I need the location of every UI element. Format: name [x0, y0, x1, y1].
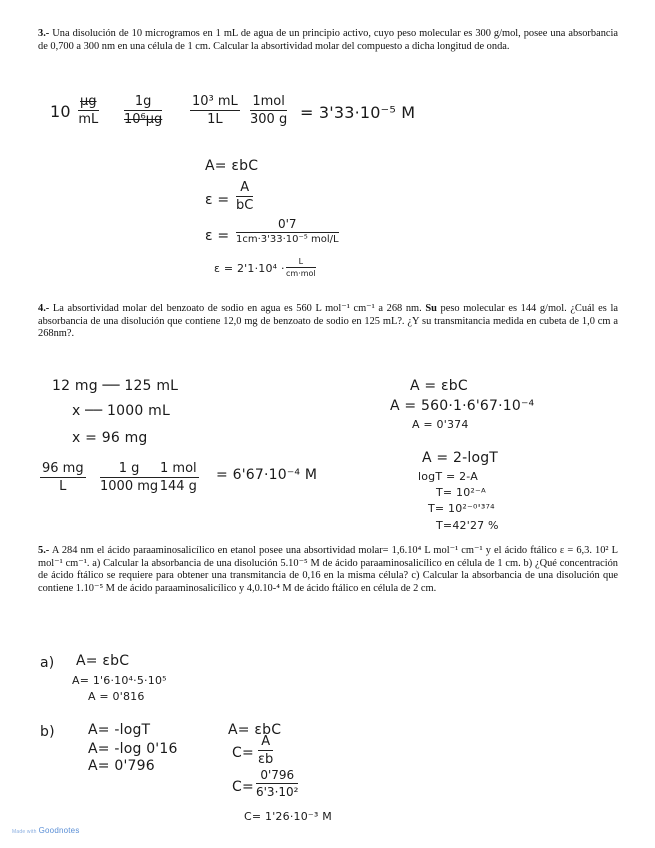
- problem-5-text: A 284 nm el ácido paraaminosalicílico en etanol posee una absortividad molar= 1,6.10⁴ L mol⁻¹ cm⁻¹ y el ácido ftálico ε = 6,3. 10² L mol⁻¹ cm⁻¹. a) Calcular la absorbancia de una disolución 5.10⁻⁵ M de ácido paraaminosalicílico en célula de 1 cm. b) ¿Qué concentración de ácido ftálico se requiere para obtener una transmitancia de 0,16 en la misma célula? c) Calcular la absorbancia de una disolución que contiene 1.10⁻⁵ M de ácido paraaminosalicílico y 4,0.10-⁴ M de ácido ftálico en célula de 2 cm.: [38, 545, 619, 594]
- work4-beer-law: A = εbC: [410, 378, 468, 394]
- work3-eps2-frac: [236, 217, 339, 245]
- work4-t-expr: T= 10²⁻ᴬ: [436, 486, 486, 499]
- work3-frac-2-den: 10⁶µg: [124, 112, 163, 127]
- work5-a-label: a): [40, 655, 55, 671]
- work3-eps2-lhs: ε =: [205, 228, 230, 244]
- work5-c-num: A: [258, 734, 273, 751]
- work3-eps-num: A: [236, 180, 253, 197]
- work5-a-result: A = 0'816: [88, 690, 145, 703]
- work5-c-lhs: C=: [232, 745, 254, 761]
- work4-substitution: A = 560·1·6'67·10⁻⁴: [390, 398, 535, 414]
- work4-frac-3-den: 144 g: [159, 479, 197, 494]
- work3-frac-2-num: 1g: [124, 94, 162, 111]
- work3-frac-2: [124, 94, 162, 127]
- work3-eps-frac: [236, 180, 253, 213]
- work5-c-result: C= 1'26·10⁻³ M: [244, 810, 332, 823]
- work4-t-value-expr: T= 10²⁻⁰'³⁷⁴: [428, 502, 495, 515]
- badge-prefix: Made with: [12, 829, 37, 835]
- work5-b-eq: A= -logT: [88, 722, 151, 738]
- work3-eps2-den: 1cm·3'33·10⁻⁵ mol/L: [236, 234, 339, 245]
- work5-a-substitution: A= 1'6·10⁴·5·10⁵: [72, 674, 167, 687]
- work4-frac-1-num: 96 mg: [42, 461, 84, 476]
- work3-eps3-unit: [286, 257, 316, 278]
- work3-frac-4: [250, 94, 287, 127]
- problem-4-number: 4.-: [38, 303, 50, 314]
- work4-logt: logT = 2-A: [418, 470, 478, 483]
- work4-frac-1: [40, 461, 86, 494]
- problem-4-text-b: peso molecular es 144 g/mol. ¿Cuál es la absorbancia de una disolución que contiene 12,0 mg de benzoato de sodio en 125 mL?. ¿Y su transmitancia medida en cubeta de 1,0 cm a 268nm?.: [38, 303, 618, 340]
- work5-c2-lhs: C=: [232, 779, 254, 795]
- work4-x-value: x = 96 mg: [72, 430, 148, 446]
- work4-frac-2-num: 1 g: [100, 461, 158, 478]
- problem-4-bold-word: Su: [425, 303, 437, 314]
- work3-frac-3-den: 1L: [207, 112, 223, 127]
- work4-proportion-1: 12 mg ── 125 mL: [52, 378, 179, 394]
- work5-c-frac: [258, 734, 273, 767]
- work4-frac-2: [100, 461, 158, 494]
- work5-a-beer-law: A= εbC: [76, 653, 130, 669]
- problem-3-number: 3.-: [38, 28, 50, 39]
- work4-transmit-eq: A = 2-logT: [422, 450, 499, 466]
- work3-frac-1-den: mL: [78, 112, 99, 127]
- work4-frac-3: [158, 461, 199, 494]
- work4-absorbance: A = 0'374: [412, 418, 469, 431]
- work3-frac-3-num: 10³ mL: [192, 94, 238, 109]
- work5-c2-num: 0'796: [256, 768, 298, 784]
- work4-result: = 6'67·10⁻⁴ M: [216, 467, 318, 483]
- work3-frac-4-num: 1mol: [250, 94, 287, 111]
- work3-ten: 10: [50, 102, 71, 121]
- work5-b-result: A= 0'796: [88, 758, 155, 774]
- problem-4-statement: [38, 303, 618, 341]
- work3-frac-1: [78, 94, 99, 127]
- problem-3-text: Una disolución de 10 microgramos en 1 mL de agua de un principio activo, cuyo peso molecular es 300 g/mol, posee una absorbancia de 0,700 a 300 nm en una célula de 1 cm. Calcular la absortividad molar del compuesto a dicha longitud de onda.: [38, 28, 618, 52]
- work5-c-beer-law: A= εbC: [228, 722, 282, 738]
- work3-frac-4-den: 300 g: [250, 112, 288, 127]
- work5-b-label: b): [40, 724, 55, 740]
- problem-4-text-a: La absortividad molar del benzoato de sodio en agua es 560 L mol⁻¹ cm⁻¹ a 268 nm.: [52, 303, 422, 314]
- work3-result: = 3'33·10⁻⁵ M: [300, 103, 416, 122]
- work3-eps-lhs: ε =: [205, 192, 230, 208]
- work3-frac-3: [190, 94, 240, 127]
- badge-brand: Goodnotes: [38, 826, 80, 835]
- work4-frac-3-num: 1 mol: [160, 461, 197, 476]
- work3-frac-1-num: µg: [80, 94, 97, 109]
- work5-c2-den: 6'3·10²: [256, 785, 299, 799]
- work3-eps3-unit-den: cm·mol: [286, 269, 316, 278]
- work3-eps2-num: 0'7: [236, 217, 339, 233]
- work5-c-den: εb: [258, 752, 274, 767]
- goodnotes-badge: [12, 826, 80, 835]
- work3-eps3-unit-num: L: [286, 257, 316, 268]
- work3-beer-law: A= εbC: [205, 158, 259, 174]
- work5-c2-frac: [256, 768, 298, 799]
- work4-frac-2-den: 1000 mg: [100, 479, 159, 494]
- problem-5-statement: [38, 545, 618, 595]
- work3-eps-den: bC: [236, 198, 254, 213]
- work3-eps3: ε = 2'1·10⁴ ·: [214, 262, 285, 275]
- work4-frac-1-den: L: [59, 479, 67, 494]
- work4-proportion-2: x ── 1000 mL: [72, 403, 170, 419]
- work4-transmittance: T=42'27 %: [436, 519, 499, 532]
- problem-3-statement: [38, 28, 618, 53]
- problem-5-number: 5.-: [38, 545, 50, 556]
- work5-b-log: A= -log 0'16: [88, 741, 178, 757]
